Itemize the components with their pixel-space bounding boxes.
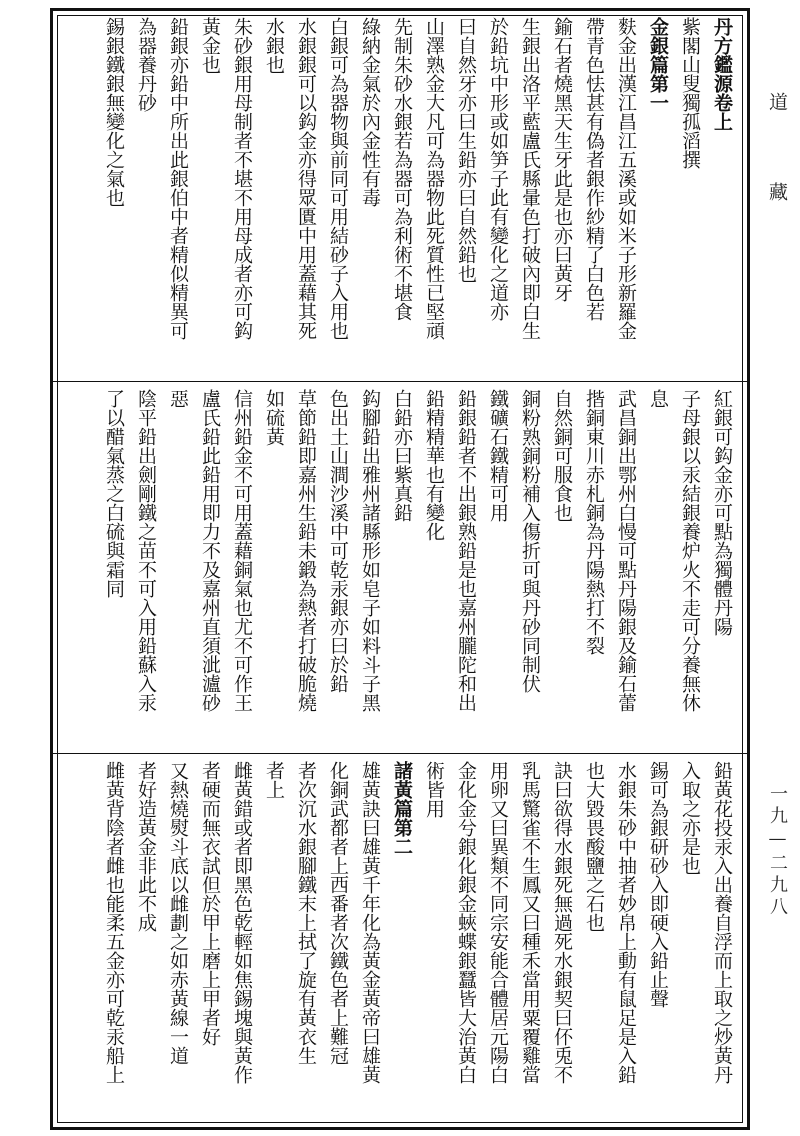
text-column: 鉛銀鉛者不出銀熟鉛是也嘉州朧陀和出 bbox=[455, 389, 477, 712]
text-column: 丹方鑑源卷上 bbox=[711, 17, 733, 131]
text-column: 入取之亦是也 bbox=[679, 761, 701, 875]
text-column: 生銀出洛平藍盧氏縣暈色打破內即白生 bbox=[519, 17, 541, 340]
text-column: 山澤熟金大凡可為器物此死質性已堅頑 bbox=[423, 17, 445, 340]
page-frame bbox=[50, 8, 750, 1130]
text-column: 錫銀鐵銀無變化之氣也 bbox=[103, 17, 125, 207]
text-column: 又熱燒熨斗底以雌劃之如赤黃線一道 bbox=[167, 761, 189, 1065]
page-number: 一九—二九八 bbox=[767, 784, 788, 919]
text-column: 信州鉛金不可用蓋藉銅氣也尤不可作王 bbox=[231, 389, 253, 712]
text-column: 紫閣山叟獨孤滔撰 bbox=[679, 17, 701, 169]
text-column: 惡 bbox=[167, 389, 189, 408]
text-column: 草節鉛即嘉州生鉛未鍛為熱者打破脆燒 bbox=[295, 389, 317, 712]
text-column: 武昌銅出鄂州白慢可點丹陽銀及鍮石蕾 bbox=[615, 389, 637, 712]
text-column: 鍮石者燒黑天生牙此是也亦曰黃牙 bbox=[551, 17, 573, 302]
text-column: 揩銅東川赤札銅為丹陽熱打不裂 bbox=[583, 389, 605, 655]
text-column: 曰自然牙亦曰生鉛亦曰自然鉛也 bbox=[455, 17, 477, 283]
text-column: 盧氏鉛此鉛用即力不及嘉州直須泚瀘砂 bbox=[199, 389, 221, 712]
text-column: 鐵礦石鐵精可用 bbox=[487, 389, 509, 522]
text-column: 如硫黃 bbox=[263, 389, 285, 446]
text-column: 雄黃訣曰雄黃千年化為黃金黃帝曰雄黃 bbox=[359, 761, 381, 1084]
text-column: 自然銅可服食也 bbox=[551, 389, 573, 522]
text-column: 鉛黃花投汞入出養自浮而上取之炒黃丹 bbox=[711, 761, 733, 1084]
text-column: 者好造黃金非此不成 bbox=[135, 761, 157, 932]
text-column: 雌黃錯或者即黑色乾輕如焦錫塊與黃作 bbox=[231, 761, 253, 1084]
text-column: 化銅武都者上西番者次鐵色者上難冠 bbox=[327, 761, 349, 1065]
text-column: 息 bbox=[647, 389, 669, 408]
text-column: 用卵又曰異類不同宗安能合體居元陽白 bbox=[487, 761, 509, 1084]
text-column: 鉛銀亦鉛中所出此銀伯中者精似精異可 bbox=[167, 17, 189, 340]
collection-label: 道 藏 bbox=[766, 92, 788, 227]
text-column: 子母銀以汞結銀養炉火不走可分養無休 bbox=[679, 389, 701, 712]
text-column: 鈎腳鉛出雅州諸縣形如皂子如料斗子黑 bbox=[359, 389, 381, 712]
text-column: 紅銀可鈎金亦可點為獨體丹陽 bbox=[711, 389, 733, 636]
text-column: 者上 bbox=[263, 761, 285, 799]
text-column: 色出土山澗沙溪中可乾汞銀亦曰於鉛 bbox=[327, 389, 349, 693]
register-divider-2 bbox=[53, 753, 747, 754]
text-column: 白鉛亦曰紫真鉛 bbox=[391, 389, 413, 522]
text-column: 諸黃篇第二 bbox=[391, 761, 413, 856]
text-column: 陰平鉛出劍剛鐵之苗不可入用鉛蘇入汞 bbox=[135, 389, 157, 712]
register-top bbox=[53, 11, 747, 381]
text-column: 白銀可為器物與前同可用結砂子入用也 bbox=[327, 17, 349, 340]
text-column: 銅粉熟銅粉補入傷折可與丹砂同制伏 bbox=[519, 389, 541, 693]
text-column: 綠納金氣於內金性有毒 bbox=[359, 17, 381, 207]
text-column: 訣曰欲得水銀死無過死水銀契曰伓兎不 bbox=[551, 761, 573, 1084]
text-column: 雌黃背陰者雌也能柔五金亦可乾汞船上 bbox=[103, 761, 125, 1084]
text-column: 朱砂銀用母制者不堪不用母成者亦可鈎 bbox=[231, 17, 253, 340]
text-column: 水銀也 bbox=[263, 17, 285, 74]
register-bottom bbox=[53, 755, 747, 1121]
text-column: 術皆用 bbox=[423, 761, 445, 818]
register-middle bbox=[53, 383, 747, 753]
text-column: 先制朱砂水銀若為器可為利術不堪食 bbox=[391, 17, 413, 321]
text-column: 為器養丹砂 bbox=[135, 17, 157, 112]
register-divider-1 bbox=[53, 381, 747, 382]
text-column: 麩金出漢江昌江五溪或如米子形新羅金 bbox=[615, 17, 637, 340]
text-column: 水銀朱砂中抽者妙帛上動有鼠足是入鉛 bbox=[615, 761, 637, 1084]
text-column: 黃金也 bbox=[199, 17, 221, 74]
text-column: 鉛精精華也有變化 bbox=[423, 389, 445, 541]
text-column: 了以醋氣蒸之白硫與霜同 bbox=[103, 389, 125, 598]
text-column: 錫可為銀研砂入即硬入鉛止聲 bbox=[647, 761, 669, 1008]
text-column: 於鉛坑中形或如笋子此有變化之道亦 bbox=[487, 17, 509, 321]
text-column: 水銀銀可以鈎金亦得眾匱中用蓋藉其死 bbox=[295, 17, 317, 340]
text-column: 者硬而無衣試但於甲上磨上甲者好 bbox=[199, 761, 221, 1046]
text-column: 也大毀畏酸鹽之石也 bbox=[583, 761, 605, 932]
text-column: 者次沉水銀腳鐵末上拭了旋有黃衣生 bbox=[295, 761, 317, 1065]
text-column: 金銀篇第一 bbox=[647, 17, 669, 112]
text-column: 金化金兮銀化銀金蛺蝶銀蠶皆大治黃白 bbox=[455, 761, 477, 1084]
text-column: 乳馬驚雀不生鳳又曰種禾當用粟覆雞當 bbox=[519, 761, 541, 1084]
text-column: 帶青色怯甚有偽者銀作紗精了白色若 bbox=[583, 17, 605, 321]
